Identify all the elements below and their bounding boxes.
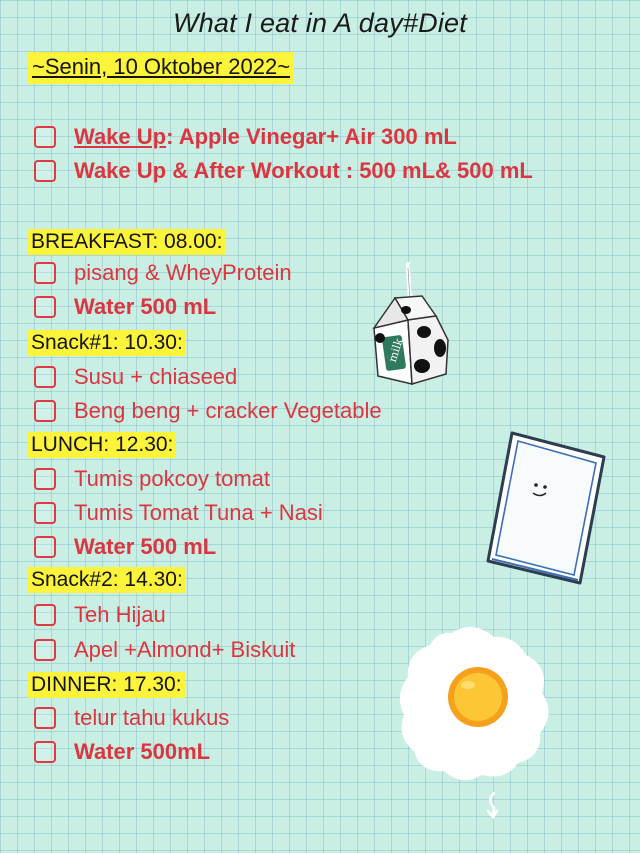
checklist-item-wake-up-workout[interactable]: [34, 156, 533, 186]
checklist-item[interactable]: [34, 258, 292, 288]
item-label: Water 500 mL: [74, 534, 217, 559]
item-label: pisang & WheyProtein: [74, 260, 292, 285]
checklist-item[interactable]: [34, 396, 382, 426]
checkbox[interactable]: [34, 639, 56, 661]
item-label: Apel +Almond+ Biskuit: [74, 637, 296, 662]
checklist-item-wake-up[interactable]: [34, 122, 457, 152]
checkbox[interactable]: [34, 741, 56, 763]
page-title: What I eat in A day#Diet: [173, 8, 467, 38]
checkbox[interactable]: [34, 400, 56, 422]
checklist-item[interactable]: [34, 292, 216, 322]
item-label: Tumis pokcoy tomat: [74, 466, 271, 491]
checklist-item[interactable]: [34, 737, 210, 767]
milk-text: milk: [385, 336, 406, 364]
checklist-item[interactable]: [34, 498, 323, 528]
checklist-item[interactable]: [34, 703, 229, 733]
fried-egg-icon: [392, 615, 557, 820]
section-breakfast: BREAKFAST: 08.00:: [28, 229, 225, 255]
wake-up-detail: : Apple Vinegar+ Air 300 mL: [166, 124, 457, 149]
checkbox[interactable]: [34, 502, 56, 524]
checkbox[interactable]: [34, 262, 56, 284]
section-snack-1: Snack#1: 10.30:: [28, 330, 186, 356]
wake-up-underlined: Wake Up: [74, 124, 167, 149]
section-dinner: DINNER: 17.30:: [28, 672, 185, 698]
checkbox[interactable]: [34, 296, 56, 318]
checkbox[interactable]: [34, 366, 56, 388]
item-label: Water 500 mL: [74, 294, 217, 319]
checkbox[interactable]: [34, 707, 56, 729]
milk-carton-icon: [360, 258, 460, 388]
item-label: [74, 124, 457, 150]
checklist-item[interactable]: [34, 362, 237, 392]
item-label: Water 500mL: [74, 739, 211, 764]
item-label: telur tahu kukus: [74, 705, 230, 730]
checklist-item[interactable]: [34, 635, 295, 665]
item-label: Susu + chiaseed: [74, 364, 238, 389]
checklist-item[interactable]: [34, 532, 216, 562]
checkbox[interactable]: [34, 126, 56, 148]
section-snack-2: Snack#2: 14.30:: [28, 567, 186, 593]
item-label: Tumis Tomat Tuna + Nasi: [74, 500, 323, 525]
date-label: ~Senin, 10 Oktober 2022~: [28, 52, 294, 84]
section-lunch: LUNCH: 12.30:: [28, 432, 176, 458]
checklist-item[interactable]: [34, 464, 270, 494]
checkbox[interactable]: [34, 468, 56, 490]
item-label: Teh Hijau: [74, 602, 166, 627]
checkbox[interactable]: [34, 604, 56, 626]
checkbox[interactable]: [34, 160, 56, 182]
checkbox[interactable]: [34, 536, 56, 558]
item-label: Wake Up & After Workout : 500 mL& 500 mL: [74, 158, 533, 183]
water-glass-icon: [482, 425, 612, 590]
checklist-item[interactable]: [34, 600, 166, 630]
egg-text: EGG: [418, 737, 473, 784]
item-label: Beng beng + cracker Vegetable: [74, 398, 382, 423]
